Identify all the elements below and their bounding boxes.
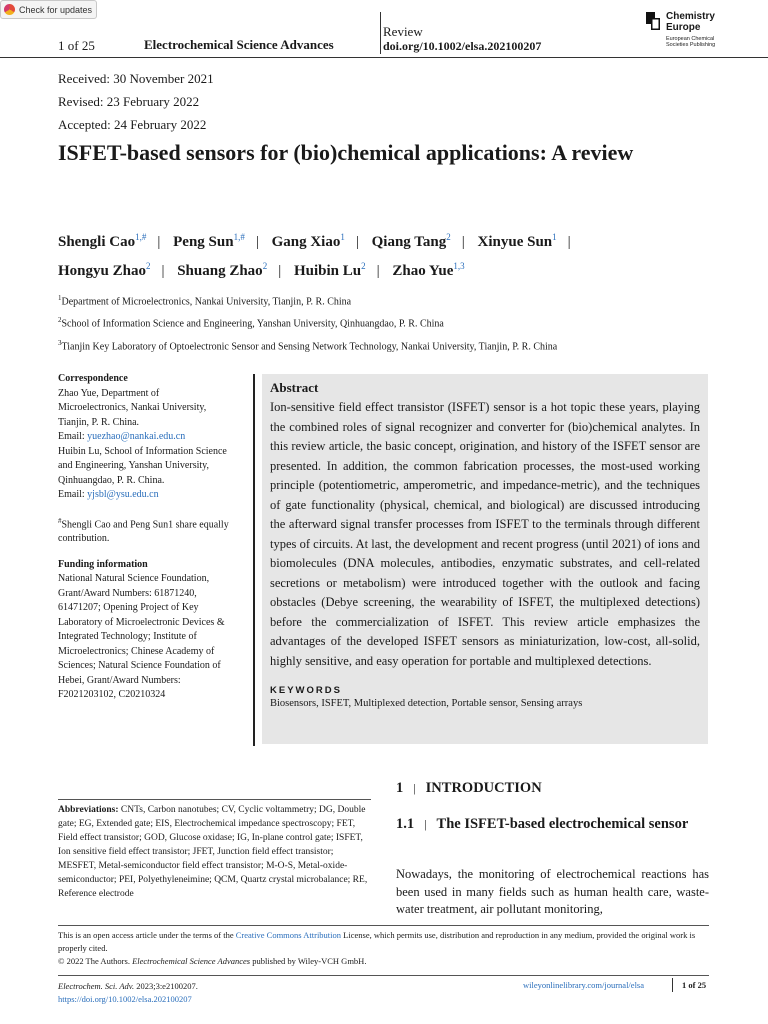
funding-line: Microelectronics; Chinese Academy of [58,645,215,657]
correspondence-line: Huibin Lu, School of Information Science [58,445,227,457]
received-date: Received: 30 November 2021 [58,71,214,86]
equal-contribution-note: #Shengli Cao and Peng Sun1 share equally [58,516,229,530]
abbreviations-rule [58,799,371,800]
accepted-date: Accepted: 24 February 2022 [58,117,207,132]
footer-divider [672,978,673,992]
footer-rule [58,925,709,926]
author[interactable]: Xinyue Sun$^1$ [477,232,557,250]
abstract-heading: Abstract [270,380,319,395]
affiliation: $^1$Department of Microelectronics, Nankai University, Tianjin, P. R. China [58,294,352,308]
section-heading: 1 | INTRODUCTION [396,780,542,796]
footer-page-number: 1 of 25 [682,980,707,990]
page-counter: 1 of 25 [58,38,95,53]
abbreviations-text: CNTs, Carbon nanotubes; CV, Cyclic voltammetry; DG, Double gate; EG, Extended gate; EIS, Electrochemical impedance spectroscopy; FET, Field effect transistor; GOD, Glucose oxidase; IG, In-plane control gate; ISFET, Ion sensitive field effect transistor; JFET, Junction field effect transistor; MESFET, Metal-semiconductor field effect transistor; M-O-S, Metal-oxide-semiconductor; PEI, Polyethyleneimine; QCM, Quartz crystal microbalance; RE, Reference electrode [58,805,368,899]
correspondence-heading: Correspondence [58,373,128,384]
funding-line: 61471207; Opening Project of Key [58,602,199,614]
author-list: Shengli Cao$^{1,\#}$ | Peng Sun$^{1,\#}$ | Gang Xiao$^1$ | Qiang Tang$^2$ | Xinyue Sun$^1$ | Hongyu Zhao$^2$ | Shuang Zhao$^2$ | Huibin Lu$^2$ | Zhao Yue$^{1,3}$ [58,232,571,279]
article-title: ISFET-based sensors for (bio)chemical applications: A review [58,140,634,165]
correspondence-line: Qinhuangdao, P. R. China. [58,474,165,486]
author[interactable]: Zhao Yue$^{1,3}$ [392,261,465,279]
license-note: This is an open access article under the terms of the Creative Commons Attribution License, which permits use, distribution and reproduction in any medium, provided the original work is properly cited. © 2022 The Authors. Electrochemical Science Advances published by Wiley-VCH GmbH. [58,930,696,966]
email-link[interactable]: yuezhao@nankai.edu.cn [87,431,186,442]
affiliation: $^2$School of Information Science and Engineering, Yanshan University, Qinhuangdao, P. R. China [58,316,444,330]
check-for-updates-label: Check for updates [19,4,93,15]
note-line: contribution. [58,533,110,545]
funding-line: F2021203102, C20210324 [58,689,166,701]
funding-line: Hebei, Grant/Award Numbers: [58,674,181,686]
funding-heading: Funding information [58,558,148,570]
author[interactable]: Qiang Tang$^2$ [371,232,451,250]
funding-line: Laboratory of Microelectronic Devices & [58,616,225,628]
article-type: Review [383,24,423,39]
correspondence-line: Microelectronics, Nankai University, [58,402,207,413]
author[interactable]: Shuang Zhao$^2$ [177,261,268,279]
sidebar-info [58,372,250,703]
correspondence-line: and Engineering, Yanshan University, [58,460,209,471]
abstract-text: Ion-sensitive field effect transistor (ISFET) sensor is a hot topic these years, playing the combined roles of signal recognizer and converter for (bio)chemical analytes. In this review article, the basic concept, origination, and history of the ISFET sensor are presented. In addition, the common fabrication processes, the most-used working principle (potentiometric, amperometric, and impedance-metric), and the techniques of gate functionality (physical, chemical, and biological) are discussed introducing the afterward signal transfer processes from ISFET to the terminals through different types of circuits. At last, the development and recent progress (until 2021) of ions and biomolecules (DNA molecules, antibodies, enzymatic substrates, and cell-related secretions or metabolism) were introduced together with the outlook and facing obstacles (Debye screening, the wearability of ISFET, the multiplexed detections) before the commercialization of ISFET. This review article emphasizes the advantages of the developed ISFET sensors as miniaturization, low-cost, all-solid, highly sensitive, and easy operation for portable and multiplexed detections. [270,400,700,668]
subsection-heading: 1.1 | The ISFET-based electrochemical sensor [396,816,689,832]
author[interactable]: Peng Sun$^{1,\#}$ [173,232,245,250]
header-divider [380,12,381,54]
funding-line: Sciences; Natural Science Foundation of [58,660,221,672]
keywords-text: Biosensors, ISFET, Multiplexed detection, Portable sensor, Sensing arrays [270,698,583,709]
crossmark-icon [4,4,15,15]
correspondence-email: Email: yuezhao@nankai.edu.cn [58,431,186,442]
author[interactable]: Huibin Lu$^2$ [293,261,366,279]
logo-sub1: European Chemical [666,36,715,42]
journal-title: Electrochemical Science Advances [144,37,334,52]
correspondence-line: Tianjin, P. R. China. [58,416,140,428]
revised-date: Revised: 23 February 2022 [58,94,200,109]
column-divider [253,374,255,746]
citation: Electrochem. Sci. Adv. 2023;3:e2100207. https://doi.org/10.1002/elsa.202100207 [58,981,198,1004]
logo-line2: Europe [666,22,701,33]
doi-link[interactable]: doi.org/10.1002/elsa.202100207 [383,39,542,53]
email-link[interactable]: yjsbl@ysu.edu.cn [87,489,159,500]
correspondence-line: Zhao Yue, Department of [58,387,160,399]
funding-line: National Natural Science Foundation, [58,573,210,585]
funding-line: Integrated Technology; Institute of [58,631,197,643]
header-rule [0,57,768,58]
author[interactable]: Shengli Cao$^{1,\#}$ [58,232,147,250]
journal-url-link[interactable]: wileyonlinelibrary.com/journal/elsa [523,980,645,990]
correspondence-email: Email: yjsbl@ysu.edu.cn [58,489,159,500]
author[interactable]: Hongyu Zhao$^2$ [58,261,151,279]
chemistry-europe-logo [646,11,736,53]
check-for-updates-button[interactable] [0,0,97,19]
abbreviations [58,803,370,901]
abstract-box [262,374,708,744]
keywords-heading: KEYWORDS [270,685,342,696]
abbreviations-label: Abbreviations: [58,805,119,815]
affiliation: $^3$Tianjin Key Laboratory of Optoelectronic Sensor and Sensing Network Technology, Nankai University, Tianjin, P. R. China [58,338,558,352]
creative-commons-link[interactable]: Creative Commons Attribution [235,930,342,940]
affiliation-list [58,289,738,356]
logo-sub2: Societies Publishing [666,42,716,48]
logo-line1: Chemistry [666,11,715,22]
chemistry-europe-logo-icon [646,12,660,30]
funding-line: Grant/Award Numbers: 61871240, [58,587,197,599]
author[interactable]: Gang Xiao$^1$ [271,232,345,250]
intro-paragraph: Nowadays, the monitoring of electrochemical reactions has been used in many fields such as human health care, waste-water treatment, air pollutant monitoring, [396,867,709,916]
footer-rule [58,975,709,976]
citation-doi-link[interactable]: https://doi.org/10.1002/elsa.202100207 [58,994,192,1004]
